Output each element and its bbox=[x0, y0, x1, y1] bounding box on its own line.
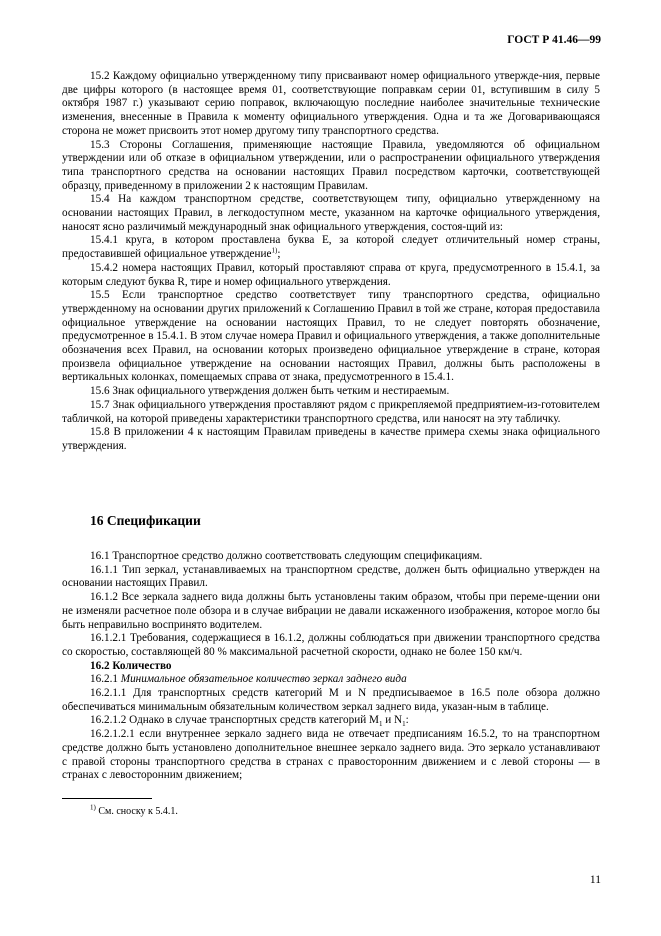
paragraph-16-2-1-num: 16.2.1 bbox=[90, 673, 118, 686]
section-16-text bbox=[62, 550, 600, 783]
footnote-text: См. сноску к 5.4.1. bbox=[98, 806, 178, 817]
p8-end: : bbox=[405, 714, 409, 727]
footnote-marker: 1) bbox=[90, 803, 96, 812]
paragraph-15-7: 15.7 Знак официального утверждения проставляют рядом с прикрепляемой предприятием-из-готовителем табличкой, на которой приведены характеристики транспортного средства, или наносят на эту табличку. bbox=[62, 398, 600, 425]
paragraph-16-1: 16.1 Транспортное средство должно соответствовать следующим спецификациям. bbox=[90, 550, 483, 562]
paragraph-16-2-1-1: 16.2.1.1 Для транспортных средств категорий М и N предписываемое в 16.5 поле обзора должно обеспечиваться минимальным обязательным количеством зеркал заднего вида, указан-ным в таблице. bbox=[62, 687, 600, 713]
paragraph-16-1-2: 16.1.2 Все зеркала заднего вида должны быть установлены таким образом, чтобы при переме-щении они не изменяли расчетное поле обзора и в случае вибрации не давали искаженного изображения, которое могло бы быть неправильно воспринято водителем. bbox=[62, 591, 600, 631]
paragraph-15-4-1-text: 15.4.1 круга, в котором проставлена буква Е, за которой следует отличительный номер страны, предоставившей официальное утверждение bbox=[62, 234, 600, 261]
paragraph-15-4-2: 15.4.2 номера настоящих Правил, который проставляют справа от круга, предусмотренного в 15.4.1, за которым следуют буква R, тире и номер официального утверждения. bbox=[62, 261, 600, 288]
section-15-text bbox=[62, 70, 600, 454]
paragraph-15-5: 15.5 Если транспортное средство соответствует типу транспортного средства, официально утвержденному на основании других приложений к Соглашению Правил в той же стране, которая предоставила официальное утверждение на основании настоящих Правил, то не следует повторять обозначение, предусмотренное в 15.4.1. В этом случае номера Правил и официального утверждения, а также дополнительные обозначения всех Правил, на основании которых произведено официальное утверждение в стране, которая произвела официальное утверждение на основании настоящих Правил, должны быть расположены в вертикальных колонках, помещаемых справа от знака, предусмотренного в 15.4.1. bbox=[62, 289, 600, 384]
section-16-title: 16 Спецификации bbox=[90, 513, 201, 528]
paragraph-15-2: 15.2 Каждому официально утвержденному типу присваивают номер официального утвержде-ния, первые две цифры которого (в настоящее время 01, соответствующие поправкам серии 01, вступившим в силу 5 октября 1987 г.) указывают серию поправок, включающую последние наиболее значительные технические изменения, внесенные в Правила к моменту официального утверждения. Одна и та же Договаривающаяся сторона не может присвоить этот номер другому типу транспортного средства. bbox=[62, 70, 600, 137]
p8-pre: 16.2.1.2 Однако в случае транспортных средств категорий М bbox=[90, 714, 379, 727]
paragraph-16-2-1-2 bbox=[62, 714, 600, 728]
page-number: 11 bbox=[589, 874, 601, 886]
footnote bbox=[90, 803, 178, 817]
p8-sub1: 1 bbox=[378, 720, 383, 729]
footnote-ref: 1) bbox=[271, 246, 278, 255]
paragraph-16-1-2-1: 16.1.2.1 Требования, содержащиеся в 16.1.2, должны соблюдаться при движении транспортного средства со скоростью, составляющей 80 % максимальной расчетной скорости, однако не более 150 км/ч. bbox=[62, 632, 600, 658]
p8-mid: и N bbox=[382, 714, 403, 727]
paragraph-16-2-1-text: Минимальное обязательное количество зеркал заднего вида bbox=[120, 673, 407, 686]
paragraph-15-6: 15.6 Знак официального утверждения должен быть четким и нестираемым. bbox=[90, 385, 450, 398]
paragraph-15-4-1-tail: ; bbox=[277, 248, 281, 261]
footnote-divider bbox=[62, 798, 152, 799]
paragraph-15-8: 15.8 В приложении 4 к настоящим Правилам приведены в качестве примера схемы знака официального утверждения. bbox=[62, 426, 600, 452]
subsection-16-2-title: 16.2 Количество bbox=[90, 659, 172, 672]
paragraph-16-2-1-2-1: 16.2.1.2.1 если внутреннее зеркало заднего вида не отвечает предписаниям 16.5.2, то на транспортном средстве должно быть установлено дополнительное внешнее зеркало заднего вида. Это зеркало устанавливают с правой стороны транспортного средства в странах с правосторонним движением и с левой стороны — в странах с левосторонним движением; bbox=[62, 728, 600, 782]
paragraph-15-4: 15.4 На каждом транспортном средстве, соответствующем типу, официально утвержденному на основании настоящих Правил, в легкодоступном месте, указанном на карточке официального утверждения, наносят ясно различимый международный знак официального утверждения, состоя-щий из: bbox=[62, 193, 600, 233]
p8-sub2: 1 bbox=[402, 720, 406, 729]
paragraph-16-1-1: 16.1.1 Тип зеркал, устанавливаемых на транспортном средстве, должен быть официально утвержден на основании настоящих Правил. bbox=[62, 563, 600, 590]
paragraph-16-2-1 bbox=[62, 673, 600, 687]
doc-code-header: ГОСТ Р 41.46—99 bbox=[507, 34, 601, 46]
paragraph-15-4-1 bbox=[62, 234, 600, 261]
paragraph-15-3: 15.3 Стороны Соглашения, применяющие настоящие Правила, уведомляются об официальном утверждении или об отказе в официальном утверждении, или о распространении официального утверждения типа транспортного средства на основании настоящих Правил посредством карточки, соответствующей образцу, приведенному в приложении 2 к настоящим Правилам. bbox=[62, 138, 600, 192]
